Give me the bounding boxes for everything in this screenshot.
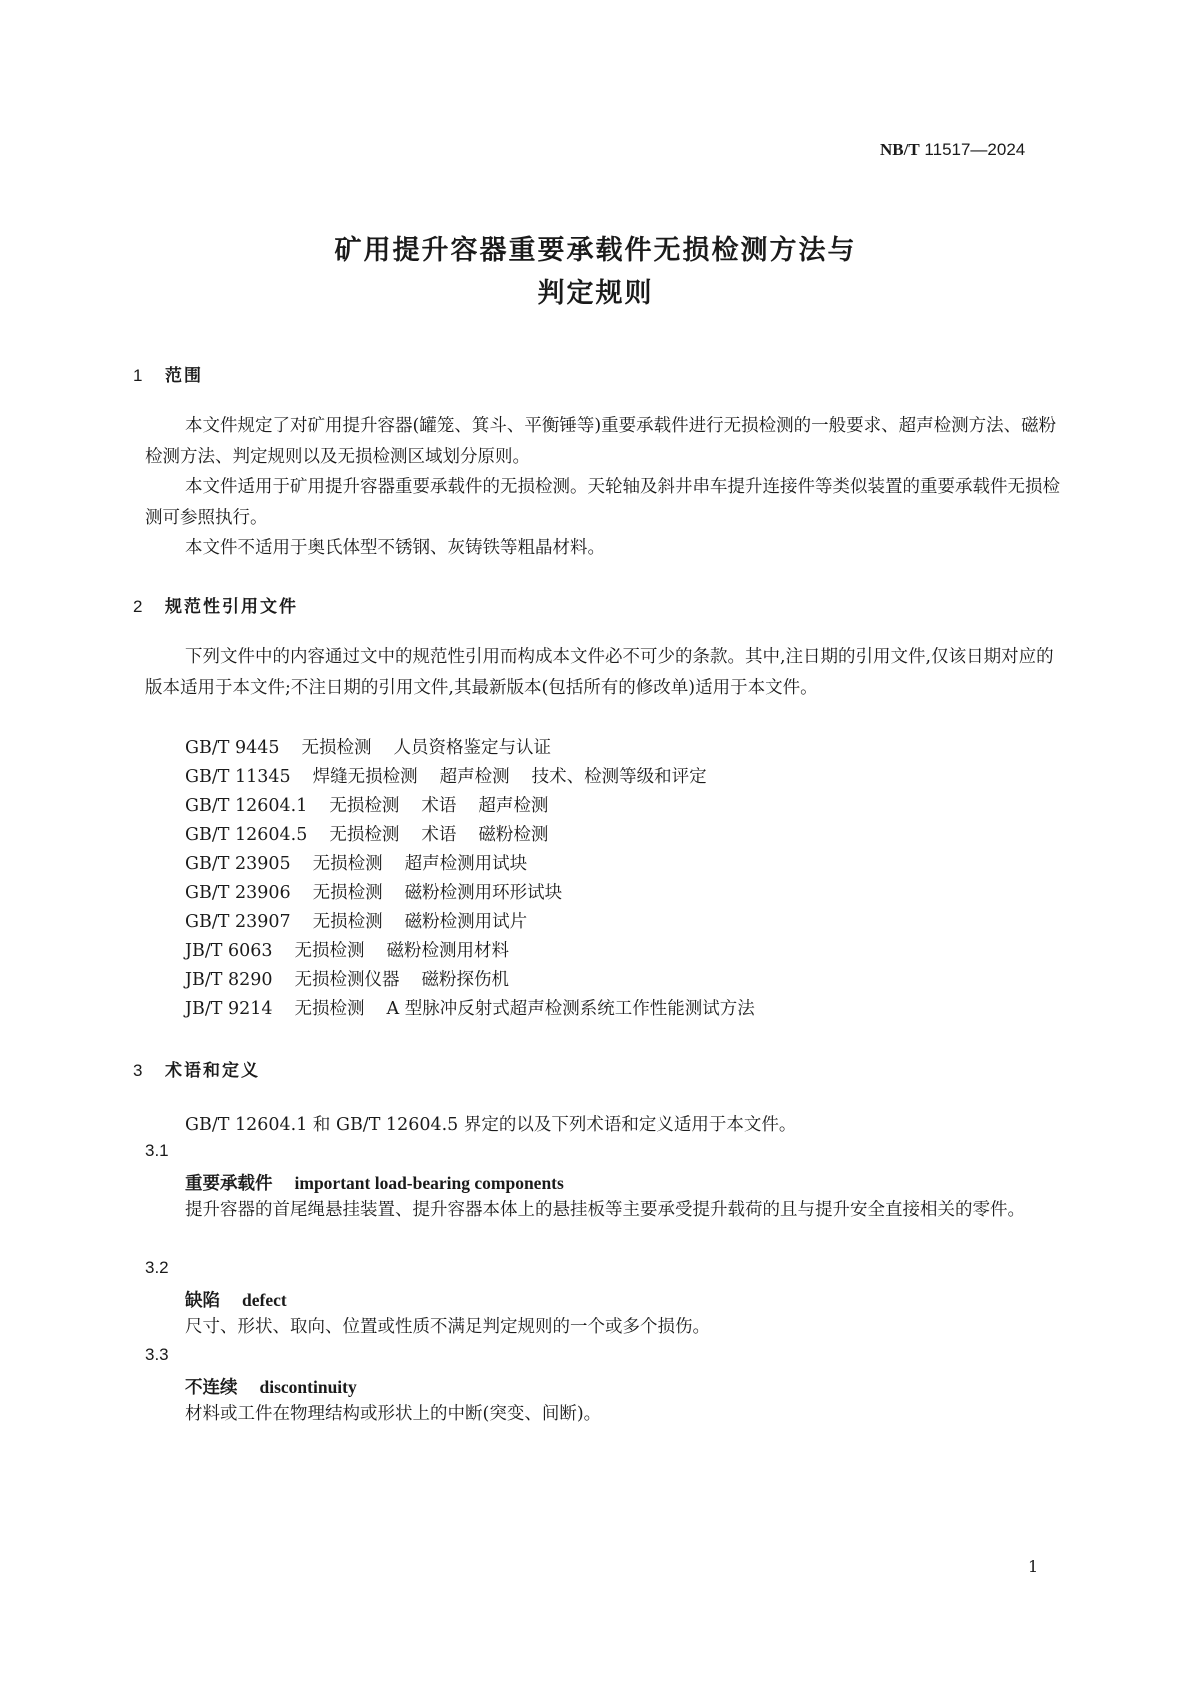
term-definition: 材料或工件在物理结构或形状上的中断(突变、间断)。 xyxy=(185,1404,602,1424)
term-title: 不连续 discontinuity xyxy=(185,1377,357,1398)
reference-item: GB/T 12604.1 无损检测 术语 超声检测 xyxy=(185,796,549,816)
reference-item: GB/T 12604.5 无损检测 术语 磁粉检测 xyxy=(185,825,549,845)
section-3-intro: GB/T 12604.1 和 GB/T 12604.5 界定的以及下列术语和定义适用于本文件。 xyxy=(185,1115,797,1135)
term-title: 重要承载件 important load-bearing components xyxy=(185,1173,564,1194)
document-title-line1: 矿用提升容器重要承载件无损检测方法与 xyxy=(334,235,857,266)
standard-number xyxy=(880,140,1025,160)
reference-item: GB/T 23905 无损检测 超声检测用试块 xyxy=(185,854,528,874)
term-definition: 尺寸、形状、取向、位置或性质不满足判定规则的一个或多个损伤。 xyxy=(185,1317,710,1337)
page-number: 1 xyxy=(1028,1557,1039,1576)
reference-item: GB/T 11345 焊缝无损检测 超声检测 技术、检测等级和评定 xyxy=(185,767,707,787)
section-2-intro: 下列文件中的内容通过文中的规范性引用而构成本文件必不可少的条款。其中,注日期的引用文件,仅该日期对应的版本适用于本文件;不注日期的引用文件,其最新版本(包括所有的修改单)适用于本文件。 xyxy=(145,647,1054,698)
reference-item: GB/T 23906 无损检测 磁粉检测用环形试块 xyxy=(185,883,563,903)
reference-item: JB/T 8290 无损检测仪器 磁粉探伤机 xyxy=(185,970,510,990)
reference-item: GB/T 23907 无损检测 磁粉检测用试片 xyxy=(185,912,528,932)
section-1-heading: 1 范围 xyxy=(133,366,203,386)
term-number: 3.2 xyxy=(145,1258,169,1277)
document-title-line2: 判定规则 xyxy=(537,278,654,309)
standard-prefix: NB/T xyxy=(880,140,920,159)
section-1-paragraph-1: 本文件规定了对矿用提升容器(罐笼、箕斗、平衡锤等)重要承载件进行无损检测的一般要求、超声检测方法、磁粉检测方法、判定规则以及无损检测区域划分原则。 xyxy=(145,416,1057,467)
term-number: 3.1 xyxy=(145,1141,169,1160)
section-1-paragraph-3: 本文件不适用于奥氏体型不锈钢、灰铸铁等粗晶材料。 xyxy=(185,538,605,558)
reference-item: JB/T 9214 无损检测 A 型脉冲反射式超声检测系统工作性能测试方法 xyxy=(185,999,755,1019)
reference-item: GB/T 9445 无损检测 人员资格鉴定与认证 xyxy=(185,738,552,758)
term-number: 3.3 xyxy=(145,1345,169,1364)
section-3-heading: 3 术语和定义 xyxy=(133,1061,260,1081)
reference-item: JB/T 6063 无损检测 磁粉检测用材料 xyxy=(185,941,510,961)
term-definition: 提升容器的首尾绳悬挂装置、提升容器本体上的悬挂板等主要承受提升载荷的且与提升安全直接相关的零件。 xyxy=(185,1200,1025,1220)
section-1-paragraph-2: 本文件适用于矿用提升容器重要承载件的无损检测。天轮轴及斜井串车提升连接件等类似装置的重要承载件无损检测可参照执行。 xyxy=(145,477,1060,528)
standard-year: 11517—2024 xyxy=(924,140,1026,159)
section-2-heading: 2 规范性引用文件 xyxy=(133,597,298,617)
term-title: 缺陷 defect xyxy=(185,1290,287,1311)
